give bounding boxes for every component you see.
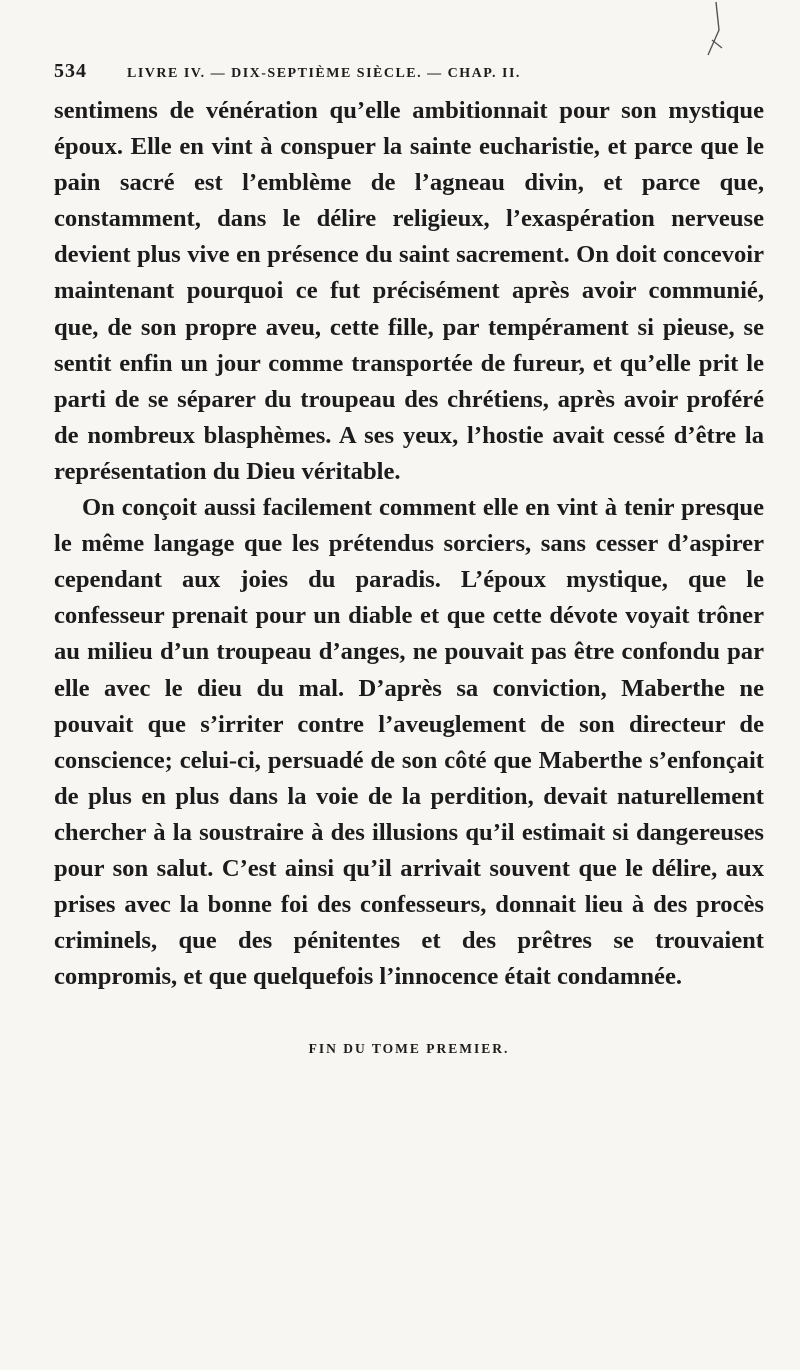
book-page [54,60,764,1057]
running-title: LIVRE IV. — DIX-SEPTIÈME SIÈCLE. — CHAP. II. [127,66,521,81]
paragraph-2: On conçoit aussi facilement comment elle en vint à tenir presque le même langage que les prétendus sorciers, sans cesser d’aspirer cependant aux joies du paradis. L’époux mystique, que le confesseur prenait pour un diable et que cette dévote voyait trôner au milieu d’un troupeau d’anges, ne pouvait pas être confondu par elle avec le dieu du mal. D’après sa conviction, Maberthe ne pouvait que s’irriter contre l’aveuglement de son directeur de conscience; celui-ci, persuadé de son côté que Maberthe s’enfonçait de plus en plus dans la voie de la perdition, devait naturellement chercher à la soustraire à des illusions qu’il estimait si dangereuses pour son salut. C’est ainsi qu’il arrivait souvent que le délire, aux prises avec la bonne foi des confesseurs, donnait lieu à des procès criminels, que des pénitentes et des prêtres se trouvaient compromis, et que quelquefois l’innocence était condamnée. [54,494,764,991]
paragraph-1: sentimens de vénération qu’elle ambitionnait pour son mystique époux. Elle en vint à conspuer la sainte eucharistie, et parce que le pain sacré est l’emblème de l’agneau divin, et parce que, constamment, dans le délire religieux, l’exaspération nerveuse devient plus vive en présence du saint sacrement. On doit concevoir maintenant pourquoi ce fut précisément après avoir communié, que, de son propre aveu, cette fille, par tempérament si pieuse, se sentit enfin un jour comme transportée de fureur, et qu’elle prit le parti de se séparer du troupeau des chrétiens, après avoir proféré de nombreux blasphèmes. A ses yeux, l’hostie avait cessé d’être la représentation du Dieu véritable. [54,97,764,485]
running-head [54,60,764,83]
body-text [54,93,764,995]
page-number: 534 [54,60,87,82]
end-note: FIN DU TOME PREMIER. [308,1041,510,1057]
